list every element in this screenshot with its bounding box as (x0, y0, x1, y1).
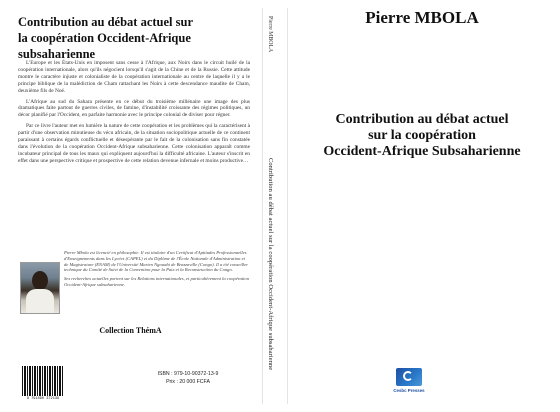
back-cover-title (18, 14, 248, 62)
author-photo (20, 262, 60, 314)
barcode (22, 366, 64, 396)
back-cover (8, 8, 253, 404)
front-title (292, 112, 552, 160)
publisher-name: Cesbc Presses (393, 388, 425, 393)
isbn: ISBN : 979-10-90372-13-9 (157, 371, 219, 377)
spine-title: Contribution au débat actuel sur la coopération Occident-Afrique subsaharienne (267, 158, 274, 371)
spine (262, 8, 288, 404)
isbn-price-block (128, 370, 248, 386)
front-title-line-1: Contribution au débat actuel (335, 112, 509, 127)
author-bio-block (18, 248, 250, 318)
synopsis-paragraph-1: L'Europe et les États-Unis en imposent sans cesse à l'Afrique, aux Noirs dans le circuit huilé de la coopération internationale, alors qu'ils négocient lorsqu'il s'agit de la Chine et de la Russie. Cette attitude montre le caractère injuste et colonialiste de la coopération internationale au centre de laquelle il y a le principe biblique de la malédiction de Cham rattachant les Noirs à cette descendance maudite de Cham, deuxième fils de Noé. (18, 60, 250, 94)
bio-paragraph-1: Pierre Mbola est licencié en philosophie. Il est titulaire d'un Certificat d'Aptitudes Professionnelles d'Enseignements dans les Lycées (CAPEL) et du Diplôme de l'École Nationale d'Administration et de Magistrature (ENAM) de l'Université Marien Ngouabi de Brazzaville (Congo). Il a été conseiller technique du Comité de Suivi de la Convention pour la Paix et la Reconstruction du Congo. (64, 250, 249, 273)
author-photo-head (32, 271, 48, 290)
synopsis (18, 60, 250, 169)
back-title-line-1: Contribution au débat actuel sur (18, 15, 194, 29)
author-bio (64, 250, 250, 291)
front-title-line-2: sur la coopération (368, 128, 476, 143)
front-author: Pierre MBOLA (365, 8, 479, 27)
back-title-line-2: la coopération Occident-Afrique subsaharienne (18, 31, 191, 61)
barcode-number: 9 791090 372139 (26, 397, 60, 401)
synopsis-paragraph-3: Par ce livre l'auteur met en lumière la nature de cette coopération et les problèmes qui la caractérisent à partir d'une observation minutieuse du vécu africain, de la situation sociopolitique actuelle de ce continent paraissant à certains égards conflictuelle et désespérante par le fait de la colonisation sans fin constatée dans l'évolution de la coopération Occident-Afrique subsaharienne. Cette colonisation apparaît comme incubateur principal de tous les maux qui expliquent aujourd'hui la difficulté africaine. L'auteur s'inscrit en effet dans une perspective critique et prospective de cette relation devenue infernale et moins productive… (18, 123, 250, 164)
bio-paragraph-2: Ses recherches actuelles portent sur les Relations internationales, et particulièrement la coopération Occident-Afrique subsaharienne. (64, 276, 249, 287)
front-cover (292, 8, 552, 404)
publisher-block (390, 368, 428, 406)
price: Prix : 20 000 FCFA (166, 379, 210, 385)
publisher-logo-mark (403, 371, 413, 381)
synopsis-paragraph-2: L'Afrique au sud du Sahara présente en ce début du troisième millénaire une image des plus dramatiques faite partout de guerres civiles, de famine, d'instabilité croissante des régimes politiques, un décor planifié par l'Occident, en parfaite harmonie avec le principe colonial de diviser pour régner. (18, 98, 250, 119)
spine-author: Pierre MBOLA (267, 16, 273, 53)
author-photo-torso (26, 289, 54, 313)
collection-name: Collection ThémA (99, 326, 162, 335)
front-title-line-3: Occident-Afrique Subsaharienne (323, 144, 521, 159)
publisher-logo-icon (396, 368, 422, 386)
